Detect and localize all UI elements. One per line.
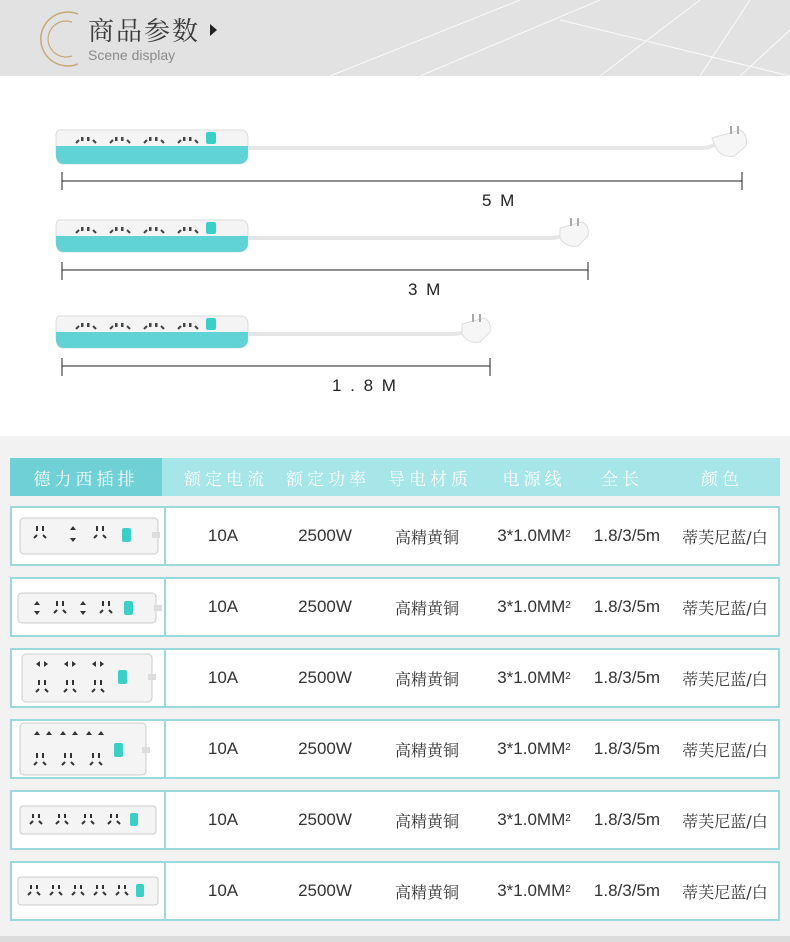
bottom-divider [0,936,790,942]
table-row [10,790,780,850]
cell-current: 10A [207,526,239,545]
product-thumbnail [12,579,166,635]
cell-cable [482,579,586,635]
cell-material: 高精黄铜 [394,740,459,760]
cell-length: 1.8/3/5m [593,881,661,900]
cell-power: 2500W [298,881,352,900]
product-thumbnail [12,508,166,564]
cell-length: 1.8/3/5m [593,810,661,829]
header-rated-power: 额定功率 [286,469,370,490]
scene-display [0,76,790,436]
cable-sup: 2 [565,599,571,611]
page-subtitle: Scene display [88,47,176,63]
power-strip-5m [56,126,746,164]
cell-material: 高精黄铜 [394,598,459,618]
cell-material: 高精黄铜 [394,669,459,689]
length-label-1-8m: 1 . 8 M [332,376,398,395]
cell-length: 1.8/3/5m [593,739,661,758]
cell-current: 10A [207,881,239,900]
caret-right-icon [210,24,217,36]
cell-cable [482,863,586,919]
cell-power: 2500W [298,597,352,616]
header-color: 颜色 [701,469,743,490]
header-product: 德力西插排 [10,458,162,496]
table-row [10,577,780,637]
cable-spec: 3*1.0MM [497,810,566,829]
cell-color: 蒂芙尼蓝/白 [682,882,768,902]
cell-length: 1.8/3/5m [593,597,661,616]
header-length: 全长 [601,469,643,490]
spec-table [0,436,790,942]
cable-sup: 2 [565,883,571,895]
cell-current: 10A [207,668,239,687]
product-thumbnail [12,650,166,706]
cell-power: 2500W [298,810,352,829]
power-strip-1-8m [56,314,490,348]
cable-spec: 3*1.0MM [497,881,566,900]
cell-color: 蒂芙尼蓝/白 [682,740,768,760]
header-cable: 电源线 [502,469,566,490]
cell-color: 蒂芙尼蓝/白 [682,527,768,547]
cell-material: 高精黄铜 [394,882,459,902]
cable-spec: 3*1.0MM [497,597,566,616]
table-row [10,506,780,566]
cable-sup: 2 [565,812,571,824]
table-row [10,861,780,921]
table-row [10,648,780,708]
cell-material: 高精黄铜 [394,527,459,547]
cell-color: 蒂芙尼蓝/白 [682,811,768,831]
header-rated-current: 额定电流 [184,469,268,490]
cell-cable [482,650,586,706]
cable-sup: 2 [565,670,571,682]
cable-sup: 2 [565,741,571,753]
length-label-3m: 3 M [408,280,443,299]
dimension-line-3m [62,262,588,280]
section-header [0,0,790,76]
c-ring-logo-icon [26,4,86,74]
cell-current: 10A [207,810,239,829]
cell-color: 蒂芙尼蓝/白 [682,669,768,689]
cell-current: 10A [207,739,239,758]
cell-power: 2500W [298,668,352,687]
product-thumbnail [12,721,166,777]
cell-current: 10A [207,597,239,616]
cell-cable [482,721,586,777]
cable-spec: 3*1.0MM [497,526,566,545]
product-thumbnail [12,792,166,848]
cell-power: 2500W [298,526,352,545]
cell-cable [482,508,586,564]
cell-power: 2500W [298,739,352,758]
cell-material: 高精黄铜 [394,811,459,831]
cell-cable [482,792,586,848]
dimension-line-1-8m [62,358,490,376]
table-header-row [10,458,780,496]
cable-sup: 2 [565,528,571,540]
dimension-line-5m [62,172,742,190]
cell-color: 蒂芙尼蓝/白 [682,598,768,618]
table-row [10,719,780,779]
power-strip-3m [56,218,588,252]
product-thumbnail [12,863,166,919]
cell-length: 1.8/3/5m [593,526,661,545]
cable-spec: 3*1.0MM [497,668,566,687]
cell-length: 1.8/3/5m [593,668,661,687]
header-material: 导电材质 [388,469,472,490]
length-label-5m: 5 M [482,191,517,210]
page-title: 商品参数 [88,17,201,47]
cable-spec: 3*1.0MM [497,739,566,758]
